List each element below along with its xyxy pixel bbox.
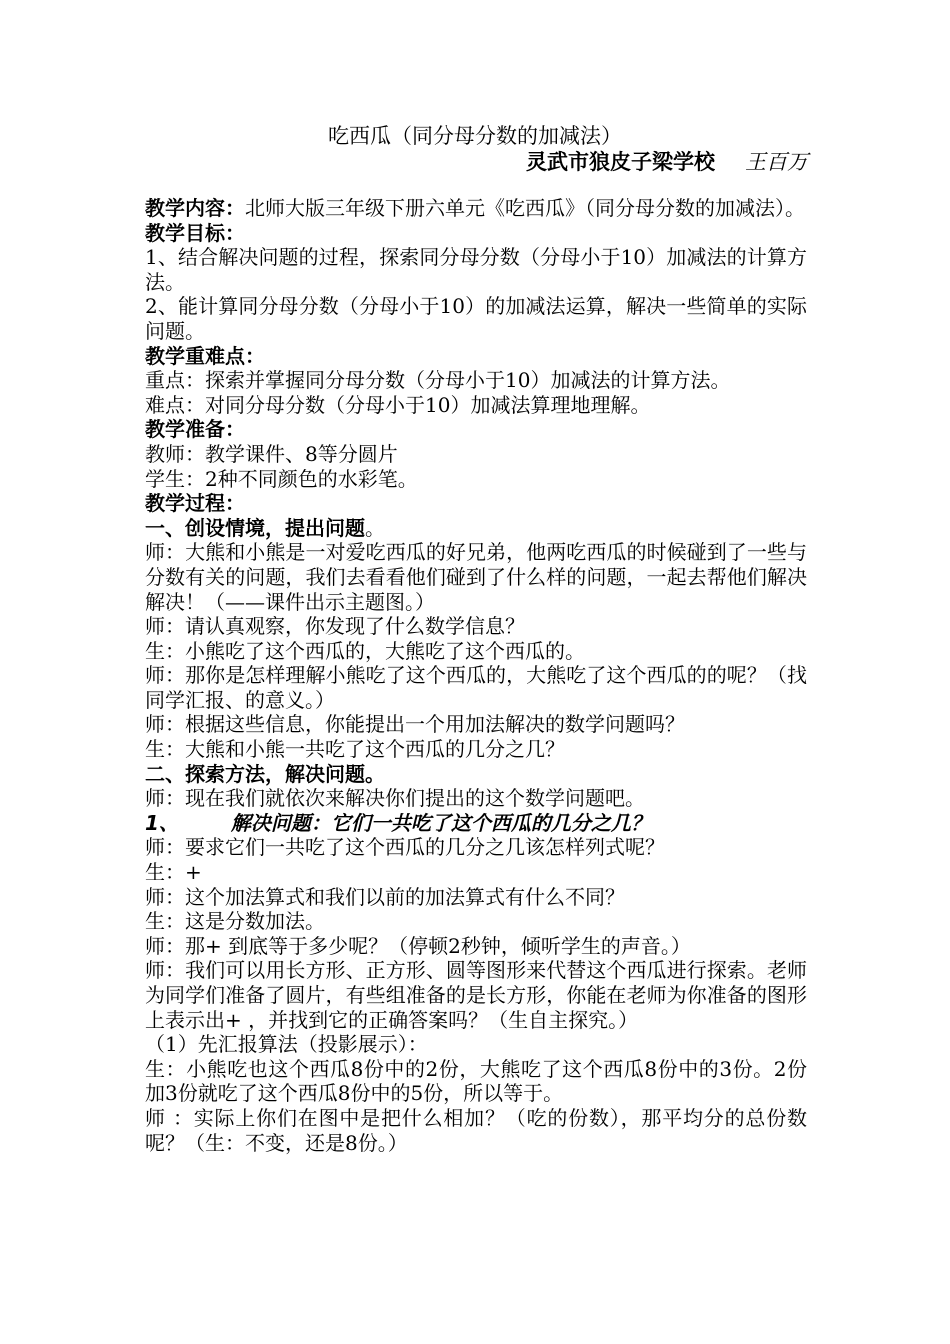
dialogue-line: 师：这个加法算式和我们以前的加法算式有什么不同？ (145, 884, 625, 909)
dialogue-line: 师 ：实际上你们在图中是把什么相加？（吃的份数），那平均分的总份数呢？（生：不变，还是8份。） (145, 1105, 807, 1155)
dialogue-line: 师：现在我们就依次来解决你们提出的这个数学问题吧。 (145, 786, 645, 811)
subsection-heading: 解决问题：它们一共吃了这个西瓜的几分之几？ (230, 810, 651, 835)
subsection-number: 1、 (145, 810, 179, 835)
process-heading: 教学过程： (145, 491, 245, 516)
content-label: 教学内容： (145, 196, 245, 220)
section1-heading-line (145, 516, 807, 541)
dialogue-line: 师：我们可以用长方形、正方形、圆等图形来代替这个西瓜进行探索。老师为同学们准备了圆片，有些组准备的是长方形，你能在老师为你准备的图形上表示出+ ，并找到它的正确答案吗？（生自主探究。） (145, 958, 807, 1032)
keypoint-item: 难点：对同分母分数（分母小于10）加减法算理地理解。 (145, 392, 651, 417)
dialogue-line: 师：那你是怎样理解小熊吃了这个西瓜的，大熊吃了这个西瓜的的呢？（找同学汇报、的意义。） (145, 663, 807, 712)
document-title: 吃西瓜（同分母分数的加减法） (328, 124, 622, 148)
dialogue-line: 师：根据这些信息，你能提出一个用加法解决的数学问题吗？ (145, 712, 685, 737)
dialogue-line: 师：请认真观察，你发现了什么数学信息？ (145, 614, 525, 639)
dialogue-line: 生：这是分数加法。 (145, 909, 325, 934)
content-paragraph (145, 196, 807, 221)
dialogue-line: 生：大熊和小熊一共吃了这个西瓜的几分之几？ (145, 737, 565, 762)
dialogue-line: （1）先汇报算法（投影展示）： (145, 1032, 428, 1057)
dialogue-line: 师：那+ 到底等于多少呢？（停顿2秒钟，倾听学生的声音。） (145, 933, 691, 958)
prep-item: 学生：2种不同颜色的水彩笔。 (145, 466, 418, 491)
prep-heading: 教学准备： (145, 417, 245, 442)
section1-heading-tail: 。 (365, 515, 385, 540)
dialogue-line: 师：要求它们一共吃了这个西瓜的几分之几该怎样列式呢？ (145, 835, 665, 860)
goal-item: 2、能计算同分母分数（分母小于10）的加减法运算，解决一些简单的实际问题。 (145, 294, 807, 343)
content-text: 北师大版三年级下册六单元《吃西瓜》（同分母分数的加减法）。 (245, 196, 805, 220)
author-school: 灵武市狼皮子梁学校 (526, 150, 715, 174)
dialogue-line: 生：小熊吃了这个西瓜的，大熊吃了这个西瓜的。 (145, 638, 585, 663)
author-line (526, 146, 808, 176)
prep-item: 教师：教学课件、8等分圆片 (145, 441, 398, 466)
keypoints-heading: 教学重难点： (145, 343, 265, 368)
goals-heading: 教学目标： (145, 220, 245, 245)
dialogue-line: 生：小熊吃也这个西瓜8份中的2份，大熊吃了这个西瓜8份中的3份。2份加3份就吃了这个西瓜8份中的5份，所以等于。 (145, 1056, 807, 1106)
subsection-heading-line (145, 811, 807, 836)
dialogue-line: 生：+ (145, 860, 202, 885)
goal-item: 1、结合解决问题的过程，探索同分母分数（分母小于10）加减法的计算方法。 (145, 245, 807, 294)
keypoint-item: 重点：探索并掌握同分母分数（分母小于10）加减法的计算方法。 (145, 368, 731, 393)
author-name: 王百万 (745, 150, 808, 174)
section2-heading: 二、探索方法，解决问题。 (145, 761, 385, 786)
dialogue-line: 师：大熊和小熊是一对爱吃西瓜的好兄弟，他两吃西瓜的时候碰到了一些与分数有关的问题，我们去看看他们碰到了什么样的问题，一起去帮他们解决解决！（——课件出示主题图。） (145, 540, 807, 614)
document-body (145, 196, 807, 1155)
section1-heading: 一、创设情境，提出问题 (145, 515, 365, 540)
